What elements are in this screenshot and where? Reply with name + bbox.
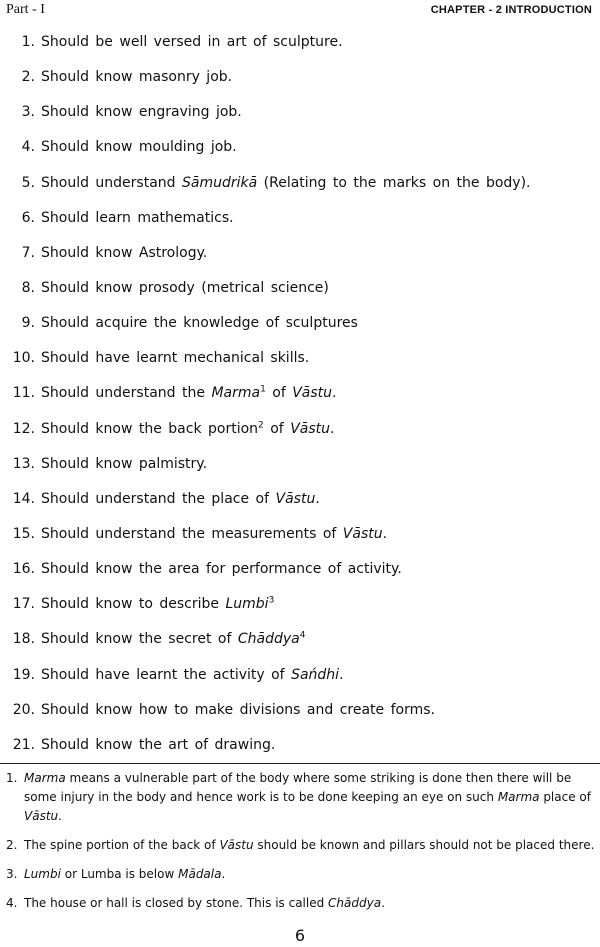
item-text: Should acquire the knowledge of sculptures [41, 315, 358, 332]
footnotes [0, 769, 600, 923]
item-text: Should know the secret of Chāddya$^4$ [41, 630, 306, 648]
item-number: 21. [12, 736, 35, 753]
item-number: 7. [21, 244, 35, 261]
item-number: 8. [21, 279, 35, 296]
item-number: 6. [21, 209, 35, 226]
item-number: 10. [12, 350, 35, 367]
item-text: Should have learnt mechanical skills. [41, 350, 310, 367]
italic-term: Vāstu [342, 525, 383, 542]
list-item [0, 588, 600, 623]
item-text: Should know the art of drawing. [41, 736, 276, 753]
footnote-ref: 1 [260, 384, 266, 395]
page-number: 6 [294, 926, 306, 945]
item-text: Should have learnt the activity of Sańdhi. [41, 666, 344, 683]
footnote-text: Marma means a vulnerable part of the body where some striking is done then there will be some injury in the body and hence work is to be done keeping an eye on such Marma place of Vāstu. [24, 771, 591, 823]
list-item [0, 272, 600, 307]
item-text: Should know prosody (metrical science) [41, 279, 329, 296]
list-item [0, 483, 600, 518]
item-text: Should know how to make divisions and create forms. [41, 701, 435, 718]
list-item [0, 377, 600, 412]
italic-term: Vāstu [292, 385, 333, 402]
list-item [0, 237, 600, 272]
footnote-number: 2. [6, 838, 18, 852]
list-item [0, 694, 600, 729]
item-text: Should understand the measurements of Vāstu. [41, 525, 388, 542]
item-text: Should learn mathematics. [41, 209, 234, 226]
footnote-text: The house or hall is closed by stone. This is called Chāddya. [24, 896, 385, 910]
item-number: 17. [12, 596, 35, 613]
item-number: 11. [12, 385, 35, 402]
item-text: Should know Astrology. [41, 244, 208, 261]
item-number: 1. [21, 34, 35, 50]
item-number: 3. [21, 104, 35, 121]
chapter-title: CHAPTER - 2 INTRODUCTION [430, 4, 592, 16]
item-number: 20. [12, 701, 35, 718]
footnote-divider [0, 763, 600, 764]
item-number: 14. [12, 490, 35, 507]
italic-term: Vāstu [275, 490, 316, 507]
page-header [0, 0, 600, 20]
list-item [0, 659, 600, 694]
italic-term: Lumbi [225, 596, 269, 613]
footnote-text: The spine portion of the back of Vāstu should be known and pillars should not be placed there. [24, 838, 595, 852]
item-text: Should know the area for performance of activity. [41, 561, 402, 578]
item-number: 4. [21, 139, 35, 156]
item-number: 9. [21, 315, 35, 332]
item-number: 13. [12, 455, 35, 472]
item-text: Should know to describe Lumbi$^3$ [41, 595, 275, 613]
item-text: Should know moulding job. [41, 139, 237, 156]
list-item [0, 448, 600, 483]
item-number: 15. [12, 525, 35, 542]
list-item [0, 61, 600, 96]
footnote-ref: 3 [268, 595, 275, 606]
list-item [0, 518, 600, 553]
qualification-list [0, 26, 600, 764]
list-item [0, 26, 600, 61]
footnote-number: 1. [6, 771, 18, 785]
italic-term: Sańdhi [291, 666, 340, 683]
italic-term: Chāddya [237, 631, 300, 648]
footnote-number: 3. [6, 867, 18, 881]
list-item [0, 307, 600, 342]
item-number: 12. [12, 420, 35, 437]
item-number: 16. [12, 561, 35, 578]
item-text: Should know palmistry. [41, 455, 208, 472]
item-number: 19. [12, 666, 35, 683]
list-item [0, 342, 600, 377]
footnote-ref: 4 [299, 630, 306, 641]
item-number: 2. [21, 69, 35, 86]
footnote [0, 836, 600, 855]
list-item [0, 623, 600, 658]
footnote-text: Lumbi or Lumba is below Mādala. [24, 867, 226, 881]
item-text: Should understand Sāmudrikā (Relating to the marks on the body). [41, 174, 531, 191]
list-item [0, 96, 600, 131]
footnote [0, 894, 600, 913]
italic-term: Marma [211, 385, 261, 402]
list-item [0, 167, 600, 202]
italic-term: Sāmudrikā [182, 174, 258, 191]
footnote [0, 865, 600, 884]
item-text: Should understand the place of Vāstu. [41, 490, 320, 507]
list-item [0, 413, 600, 448]
item-text: Should know masonry job. [41, 69, 233, 86]
item-text: Should be well versed in art of sculpture. [41, 34, 343, 50]
footnote [0, 769, 600, 826]
part-label: Part - I [6, 2, 45, 17]
item-text: Should know the back portion$^2$ of Vāstu. [41, 419, 335, 437]
footnote-ref: 2 [258, 419, 264, 430]
list-item [0, 729, 600, 764]
item-text: Should understand the Marma$^1$ of Vāstu. [41, 384, 337, 402]
list-item [0, 553, 600, 588]
item-number: 5. [21, 174, 35, 191]
footnote-number: 4. [6, 896, 18, 910]
item-number: 18. [12, 631, 35, 648]
item-text: Should know engraving job. [41, 104, 242, 121]
italic-term: Vāstu [290, 420, 330, 437]
list-item [0, 202, 600, 237]
list-item [0, 131, 600, 166]
